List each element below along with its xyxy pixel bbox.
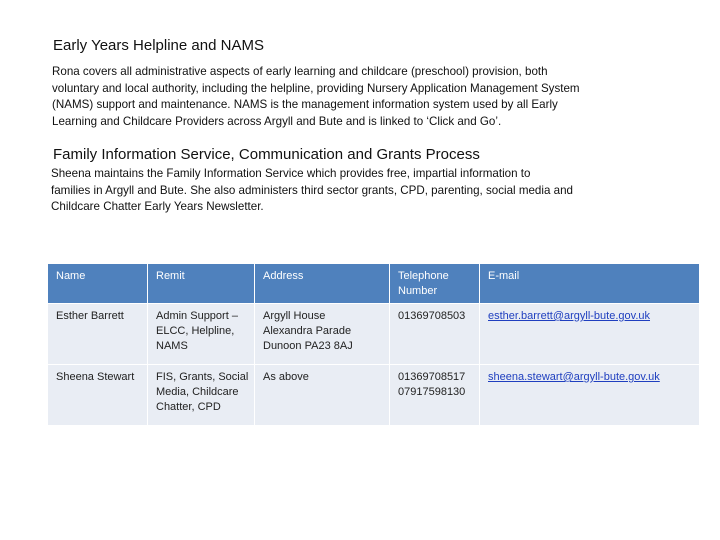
cell-remit	[148, 365, 255, 426]
cell-telephone-line: 01369708517	[398, 371, 466, 383]
cell-telephone-line: 01369708503	[398, 310, 466, 322]
header-telephone	[390, 264, 480, 304]
cell-remit-line: FIS, Grants, Social	[156, 371, 249, 383]
paragraph-line: Sheena maintains the Family Information Service which provides free, impartial information to	[51, 167, 531, 180]
email-link[interactable]: esther.barrett@argyll-bute.gov.uk	[488, 310, 650, 322]
section-heading-family-information: Family Information Service, Communication and Grants Process	[53, 146, 480, 163]
cell-address-line: Dunoon PA23 8AJ	[263, 340, 353, 352]
table-row	[48, 304, 700, 365]
paragraph-line: (NAMS) support and maintenance. NAMS is the management information system used by all Early	[52, 98, 558, 111]
cell-address-line: As above	[263, 371, 309, 383]
cell-remit	[148, 304, 255, 365]
cell-email	[480, 365, 700, 426]
header-email: E-mail	[480, 264, 700, 304]
contacts-table	[47, 263, 700, 426]
header-remit: Remit	[148, 264, 255, 304]
cell-remit-line: Chatter, CPD	[156, 401, 221, 413]
paragraph-line: Childcare Chatter Early Years Newsletter.	[51, 200, 264, 213]
cell-address-line: Alexandra Parade	[263, 325, 352, 337]
email-link[interactable]: sheena.stewart@argyll-bute.gov.uk	[488, 371, 660, 383]
cell-telephone	[390, 304, 480, 365]
header-address: Address	[255, 264, 390, 304]
paragraph-line: voluntary and local authority, including the helpline, providing Nursery Application Management System	[52, 81, 580, 95]
table-row	[48, 365, 700, 426]
section-paragraph-helpline	[52, 64, 580, 130]
cell-telephone-line: 07917598130	[398, 386, 466, 398]
section-paragraph-family-information	[51, 166, 573, 216]
cell-remit-line: ELCC, Helpline,	[156, 325, 235, 337]
section-heading-helpline: Early Years Helpline and NAMS	[53, 37, 264, 54]
paragraph-line: Learning and Childcare Providers across Argyll and Bute and is linked to ‘Click and Go’.	[52, 114, 502, 128]
header-telephone-line: Telephone	[398, 270, 449, 282]
table-header-row	[48, 264, 700, 304]
cell-name: Esther Barrett	[48, 304, 148, 365]
cell-remit-line: NAMS	[156, 340, 188, 352]
cell-address	[255, 304, 390, 365]
paragraph-line: Rona covers all administrative aspects of early learning and childcare (preschool) provision, both	[52, 65, 548, 78]
header-telephone-line: Number	[398, 285, 438, 297]
cell-telephone	[390, 365, 480, 426]
cell-email	[480, 304, 700, 365]
cell-name: Sheena Stewart	[48, 365, 148, 426]
cell-address	[255, 365, 390, 426]
cell-remit-line: Media, Childcare	[156, 386, 239, 398]
paragraph-line: families in Argyll and Bute. She also administers third sector grants, CPD, parenting, social media and	[51, 183, 573, 197]
header-name: Name	[48, 264, 148, 304]
cell-remit-line: Admin Support –	[156, 310, 238, 322]
cell-address-line: Argyll House	[263, 310, 326, 322]
